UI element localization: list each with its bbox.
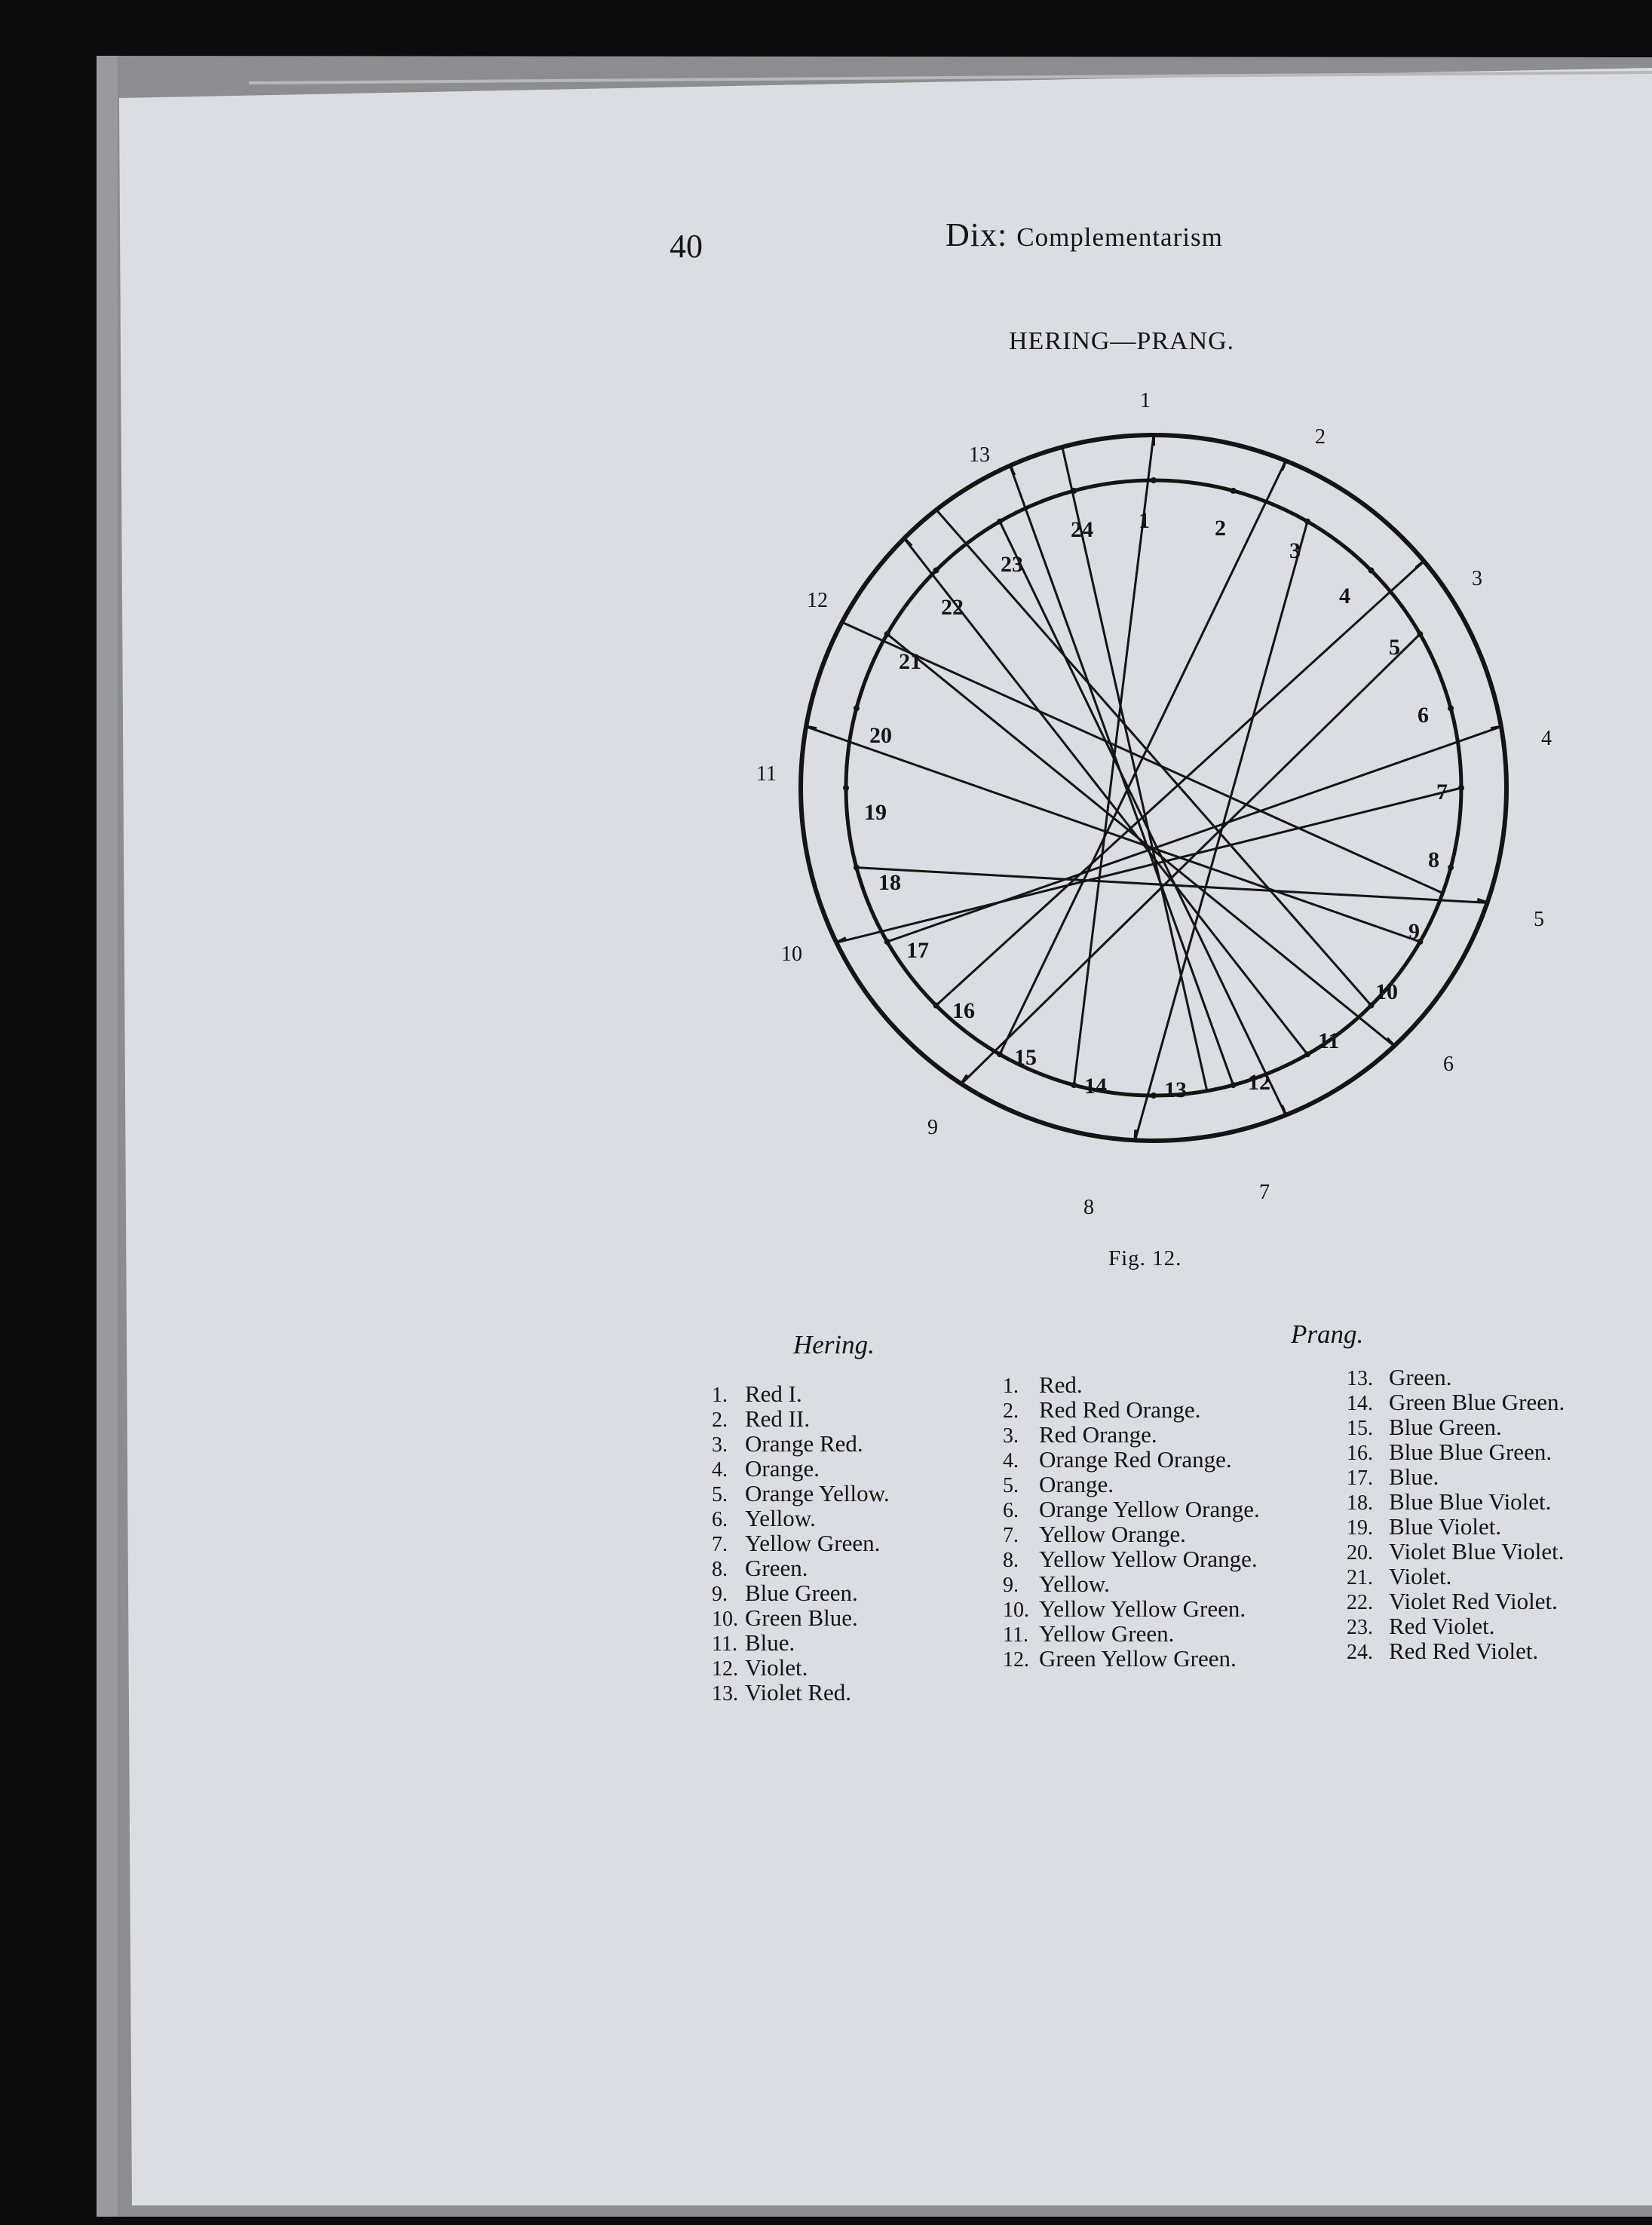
prang-number-label: 7 — [1436, 780, 1448, 804]
prang-item-number: 15. — [1347, 1417, 1373, 1440]
prang-number-label: 14 — [1084, 1074, 1107, 1099]
running-head-title: Complementarism — [1016, 222, 1223, 252]
hering-item-name: Violet. — [745, 1654, 808, 1681]
prang-item-name: Orange. — [1039, 1471, 1114, 1497]
prang-item-number: 17. — [1347, 1466, 1373, 1490]
prang-item-name: Red Violet. — [1389, 1613, 1495, 1639]
prang-number-label: 8 — [1428, 847, 1439, 872]
hering-item-number: 12. — [712, 1657, 738, 1681]
hering-item — [712, 1555, 890, 1580]
chord-line — [857, 868, 1488, 903]
prang-number-label: 2 — [1215, 516, 1226, 541]
prang-number-label: 15 — [1014, 1045, 1037, 1070]
prang-item-number: 19. — [1347, 1516, 1373, 1540]
inner-tick-dot — [854, 705, 860, 711]
hering-number-label: 10 — [781, 942, 802, 966]
prang-item-name: Green Blue Green. — [1389, 1389, 1565, 1415]
prang-number-label: 16 — [952, 998, 975, 1023]
prang-item-number: 18. — [1347, 1491, 1373, 1515]
prang-item — [1003, 1372, 1260, 1397]
hering-item — [712, 1506, 890, 1531]
inner-tick-dot — [1448, 865, 1454, 871]
inner-tick-dot — [1071, 488, 1077, 494]
prang-item — [1003, 1621, 1260, 1646]
prang-item — [1003, 1472, 1260, 1497]
prang-item-name: Blue. — [1389, 1463, 1439, 1490]
prang-item-number: 11. — [1003, 1623, 1028, 1647]
prang-number-label: 17 — [906, 938, 929, 963]
hering-number-label: 9 — [927, 1116, 938, 1139]
prang-item-name: Red Orange. — [1039, 1421, 1157, 1448]
prang-item — [1347, 1539, 1565, 1564]
figure-caption: Fig. 12. — [1108, 1246, 1182, 1270]
prang-item-name: Yellow Orange. — [1039, 1521, 1186, 1547]
prang-color-list-column-2 — [1347, 1365, 1565, 1663]
inner-tick-dot — [1448, 705, 1454, 711]
inner-tick-dot — [1231, 1082, 1237, 1088]
hering-item-number: 10. — [712, 1607, 738, 1631]
inner-tick-dot — [854, 865, 860, 871]
prang-number-label: 12 — [1248, 1070, 1270, 1095]
hering-item — [712, 1580, 890, 1605]
prang-heading: Prang. — [1291, 1319, 1364, 1349]
hering-item-name: Yellow. — [745, 1505, 816, 1531]
hering-number-label: 2 — [1315, 425, 1326, 449]
hering-item — [712, 1481, 890, 1506]
running-head-author: Dix — [946, 216, 998, 253]
hering-number-label: 12 — [807, 589, 828, 612]
inner-tick-dot — [933, 568, 939, 574]
prang-item-number: 1. — [1003, 1375, 1019, 1398]
hering-number-label: 8 — [1083, 1196, 1094, 1219]
hering-number-label: 7 — [1259, 1181, 1270, 1204]
hering-item — [712, 1655, 890, 1680]
prang-item-name: Violet. — [1389, 1563, 1452, 1589]
inner-tick-dot — [1368, 1002, 1374, 1008]
prang-number-label: 22 — [941, 595, 964, 620]
prang-item-number: 3. — [1003, 1424, 1019, 1448]
prang-number-label: 6 — [1418, 703, 1429, 728]
hering-item-number: 6. — [712, 1508, 728, 1531]
inner-tick-dot — [1231, 488, 1237, 494]
hering-item-name: Red I. — [745, 1381, 802, 1407]
inner-tick-dot — [997, 519, 1003, 525]
figure-title: HERING—PRANG. — [1009, 327, 1235, 355]
hering-item-number: 7. — [712, 1533, 728, 1556]
hering-item-name: Blue. — [745, 1629, 795, 1656]
prang-item — [1347, 1414, 1565, 1439]
prang-item-name: Violet Blue Violet. — [1389, 1538, 1565, 1565]
prang-item-name: Red. — [1039, 1371, 1083, 1398]
prang-item-name: Green Yellow Green. — [1039, 1645, 1237, 1672]
prang-number-label: 18 — [878, 870, 901, 895]
hering-item-name: Red II. — [745, 1405, 811, 1432]
prang-item-name: Yellow Green. — [1039, 1620, 1175, 1647]
prang-item-name: Yellow. — [1039, 1571, 1110, 1597]
prang-number-label: 4 — [1339, 584, 1350, 608]
prang-item-name: Blue Blue Violet. — [1389, 1488, 1552, 1515]
inner-tick-dot — [1151, 1093, 1157, 1099]
hering-item-name: Violet Red. — [745, 1679, 852, 1706]
hering-color-list — [712, 1381, 890, 1705]
hering-item-name: Blue Green. — [745, 1580, 858, 1606]
hering-item — [712, 1406, 890, 1431]
prang-item-number: 2. — [1003, 1399, 1019, 1423]
prang-item — [1347, 1589, 1565, 1614]
chord-line — [1010, 466, 1234, 1086]
hering-item-name: Orange Yellow. — [745, 1480, 890, 1506]
inner-tick-dot — [997, 1051, 1003, 1057]
prang-item-name: Blue Violet. — [1389, 1513, 1502, 1540]
hering-item-number: 8. — [712, 1558, 728, 1581]
hering-item — [712, 1531, 890, 1555]
prang-item-number: 10. — [1003, 1598, 1029, 1622]
prang-number-label: 23 — [1001, 552, 1023, 577]
prang-item-name: Violet Red Violet. — [1389, 1588, 1558, 1614]
hering-item — [712, 1381, 890, 1406]
inner-tick-dot — [1304, 519, 1310, 525]
inner-tick-dot — [1417, 631, 1423, 637]
prang-item-number: 8. — [1003, 1549, 1019, 1572]
hering-item-number: 2. — [712, 1408, 728, 1432]
page-number: 40 — [670, 228, 703, 265]
outer-tick — [1010, 465, 1015, 475]
hering-item — [712, 1680, 890, 1705]
outer-tick — [836, 938, 846, 942]
hering-item-number: 4. — [712, 1458, 728, 1482]
hering-heading: Hering. — [793, 1330, 875, 1359]
inner-tick-dot — [884, 939, 890, 945]
prang-number-label: 19 — [864, 800, 887, 825]
prang-item-number: 6. — [1003, 1499, 1019, 1522]
prang-color-list-column-1 — [1003, 1372, 1260, 1671]
prang-item-name: Yellow Yellow Orange. — [1039, 1546, 1258, 1572]
hering-number-label: 6 — [1443, 1053, 1454, 1076]
hering-number-label: 11 — [756, 762, 777, 786]
prang-item-number: 24. — [1347, 1641, 1373, 1664]
prang-number-label: 10 — [1375, 979, 1398, 1004]
chord-line — [1136, 522, 1308, 1141]
hering-item — [712, 1456, 890, 1481]
prang-item-name: Orange Red Orange. — [1039, 1446, 1232, 1473]
prang-number-label: 11 — [1318, 1028, 1340, 1053]
outer-tick — [1282, 1105, 1286, 1115]
inner-tick-dot — [884, 631, 890, 637]
inner-tick-dot — [1071, 1082, 1077, 1088]
hering-item — [712, 1431, 890, 1456]
hering-item — [712, 1605, 890, 1630]
prang-item — [1347, 1564, 1565, 1589]
outer-tick — [1282, 461, 1286, 470]
prang-item — [1347, 1439, 1565, 1464]
complementary-chords — [806, 435, 1501, 1140]
chord-line — [904, 538, 1307, 1054]
hering-item — [712, 1630, 890, 1655]
hering-number-label: 4 — [1541, 727, 1552, 750]
prang-number-label: 1 — [1139, 508, 1150, 533]
prang-item-number: 9. — [1003, 1574, 1019, 1597]
prang-number-label: 20 — [869, 723, 892, 748]
prang-item-name: Yellow Yellow Green. — [1039, 1595, 1246, 1622]
hering-item-number: 11. — [712, 1632, 737, 1656]
prang-item — [1347, 1390, 1565, 1414]
prang-item — [1003, 1596, 1260, 1621]
prang-item — [1347, 1614, 1565, 1638]
prang-item-number: 14. — [1347, 1392, 1373, 1415]
prang-number-label: 9 — [1408, 919, 1420, 944]
hering-number-label: 13 — [969, 443, 990, 467]
chord-line — [936, 510, 1372, 1005]
prang-item — [1003, 1397, 1260, 1422]
hering-item-number: 1. — [712, 1384, 728, 1407]
prang-item — [1003, 1646, 1260, 1671]
prang-item-number: 20. — [1347, 1541, 1373, 1565]
inner-tick-dot — [1458, 785, 1464, 791]
prang-item-number: 23. — [1347, 1616, 1373, 1639]
outer-tick — [1491, 727, 1501, 728]
hering-number-label: 5 — [1534, 908, 1544, 931]
prang-item-name: Orange Yellow Orange. — [1039, 1496, 1260, 1522]
prang-item-number: 21. — [1347, 1566, 1373, 1589]
prang-item-name: Red Red Violet. — [1389, 1638, 1539, 1664]
prang-item — [1347, 1514, 1565, 1539]
hering-item-number: 13. — [712, 1682, 738, 1706]
prang-number-label: 21 — [899, 649, 921, 674]
inner-tick-dot — [933, 1002, 939, 1008]
hering-item-name: Orange. — [745, 1455, 820, 1482]
prang-item — [1347, 1638, 1565, 1663]
outer-tick — [1416, 561, 1424, 568]
prang-number-label: 13 — [1164, 1077, 1187, 1102]
prang-item — [1347, 1365, 1565, 1390]
inner-tick-dot — [1368, 568, 1374, 574]
prang-item — [1003, 1497, 1260, 1522]
prang-number-label: 3 — [1289, 538, 1301, 563]
hering-item-name: Green Blue. — [745, 1604, 858, 1631]
hering-item-name: Yellow Green. — [745, 1530, 881, 1556]
hering-item-number: 3. — [712, 1433, 728, 1457]
wheel-ticks — [806, 435, 1501, 1140]
prang-item — [1347, 1489, 1565, 1514]
prang-number-label: 24 — [1071, 517, 1093, 542]
prang-item-number: 16. — [1347, 1442, 1373, 1465]
prang-item-number: 13. — [1347, 1367, 1373, 1390]
prang-item-name: Red Red Orange. — [1039, 1396, 1201, 1423]
prang-item — [1003, 1546, 1260, 1571]
hering-number-label: 3 — [1472, 567, 1482, 590]
hering-item-name: Green. — [745, 1555, 808, 1581]
hering-number-label: 1 — [1140, 389, 1151, 412]
prang-item — [1003, 1447, 1260, 1472]
prang-item-number: 12. — [1003, 1648, 1029, 1672]
running-head-separator: : — [998, 216, 1008, 253]
prang-number-label: 5 — [1389, 635, 1400, 660]
prang-item — [1003, 1422, 1260, 1447]
hering-item-name: Orange Red. — [745, 1430, 863, 1457]
inner-tick-dot — [1304, 1051, 1310, 1057]
inner-tick-dot — [843, 785, 849, 791]
prang-item-number: 22. — [1347, 1591, 1373, 1614]
prang-item-number: 5. — [1003, 1474, 1019, 1497]
prang-item — [1003, 1571, 1260, 1596]
prang-item-name: Blue Blue Green. — [1389, 1439, 1552, 1465]
hering-item-number: 5. — [712, 1483, 728, 1506]
hering-item-number: 9. — [712, 1583, 728, 1606]
prang-item — [1347, 1464, 1565, 1489]
prang-item-name: Blue Green. — [1389, 1414, 1502, 1440]
prang-item — [1003, 1522, 1260, 1546]
prang-item-number: 7. — [1003, 1524, 1019, 1547]
prang-item-number: 4. — [1003, 1449, 1019, 1473]
inner-tick-dot — [1151, 477, 1157, 483]
prang-item-name: Green. — [1389, 1364, 1452, 1390]
outer-tick — [806, 727, 817, 728]
